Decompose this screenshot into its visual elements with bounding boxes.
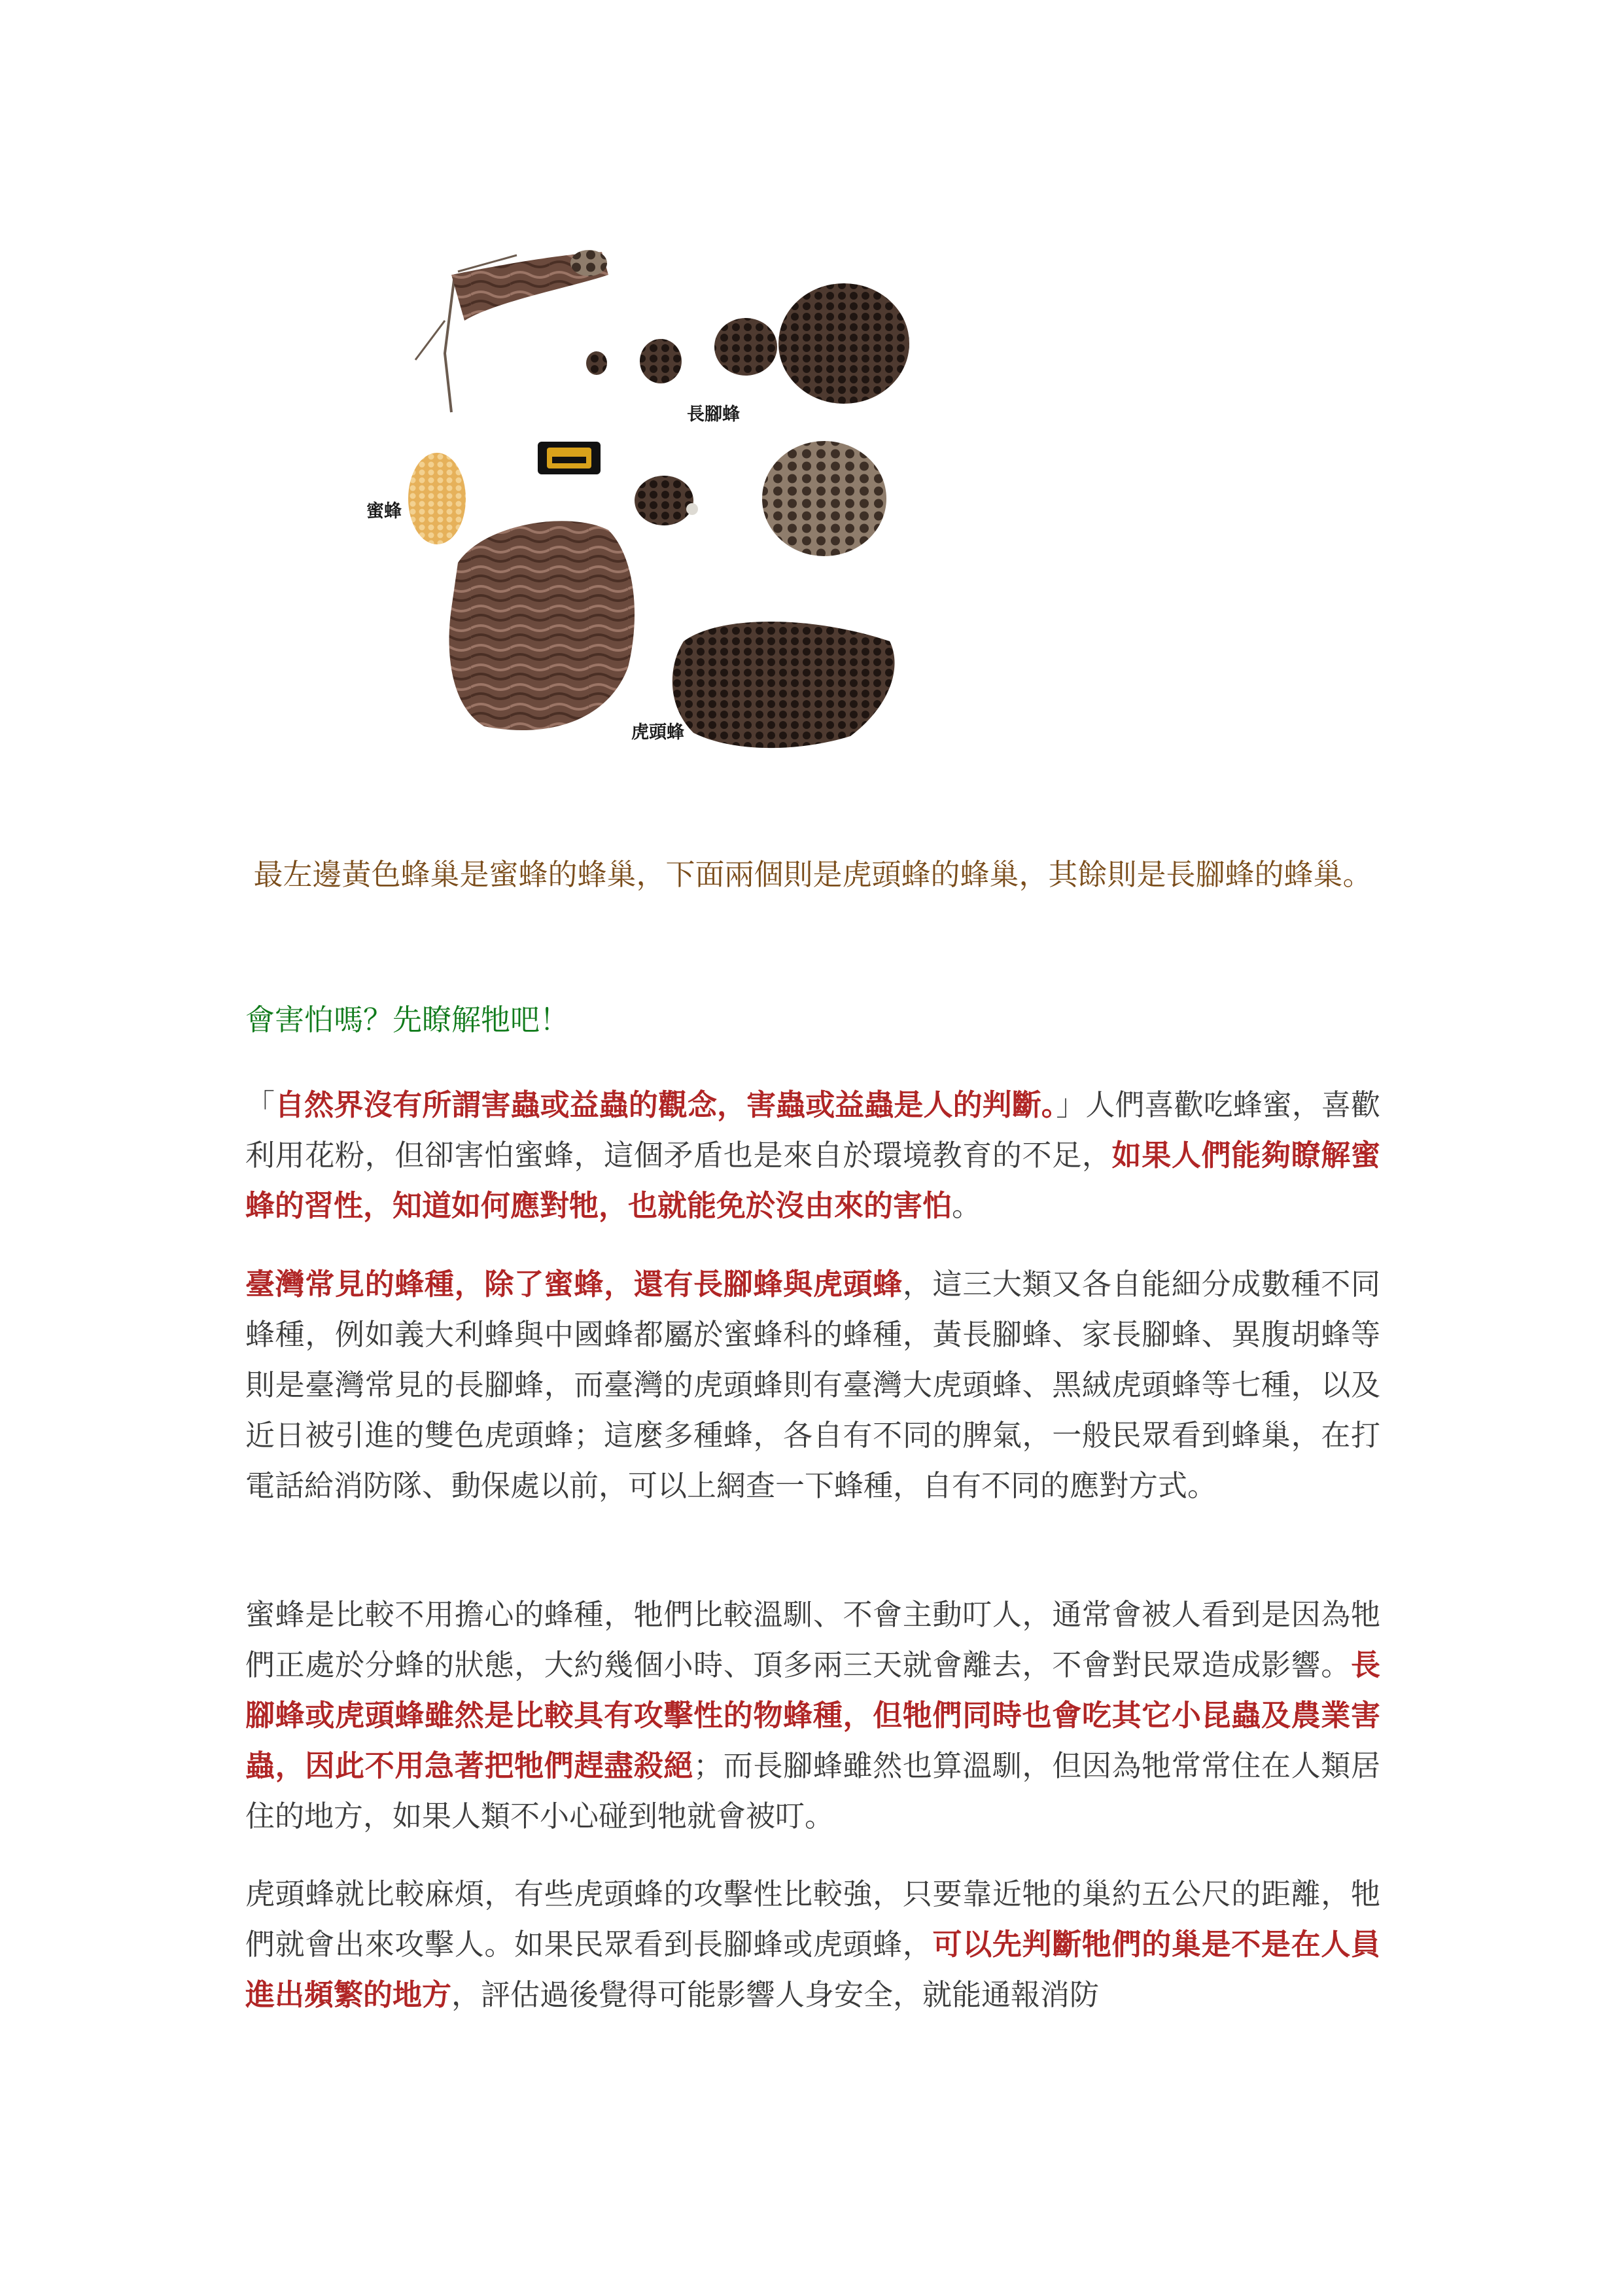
mid-nest-round: [762, 441, 886, 556]
paragraph-2: [245, 1259, 1380, 1511]
paragraph-4-text-2: ，評估過後覺得可能影響人身安全，就能通報消防: [451, 1977, 1100, 2012]
label-long-legged-wasp: 長腳蜂: [687, 404, 740, 425]
paragraph-3-text-1: 蜜蜂是比較不用擔心的蜂種，牠們比較溫馴、不會主動叮人，通常會被人看到是因為牠們正處於分蜂的狀態，大約幾個小時、頂多兩三天就會離去，不會對民眾造成影響。: [245, 1597, 1380, 1682]
paragraph-1-highlight-2: 如果人們能夠瞭解蜜蜂的習性，知道如何應對牠，也就能免於沒由來的害怕: [245, 1138, 1380, 1223]
hornet-paper-nest: [449, 521, 635, 730]
paragraph-1-text-2: 」人們喜歡吃蜂蜜，喜歡利用花粉，但卻害怕蜜蜂，這個矛盾也是來自於環境教育的不足，: [245, 1087, 1380, 1173]
paragraph-3: [245, 1589, 1380, 1841]
nest-photo: [353, 249, 994, 766]
small-nest-1: [586, 351, 607, 375]
paragraph-3-highlight-1: 長腳蜂或虎頭蜂雖然是比較具有攻擊性的物蜂種，但牠們同時也會吃其它小昆蟲及農業害蟲，因此不用急著把牠們趕盡殺絕: [245, 1648, 1380, 1783]
large-round-nest: [778, 283, 909, 404]
small-nest-3: [714, 318, 777, 376]
paragraph-4-highlight-1: 可以先判斷牠們的巢是不是在人員進出頻繁的地方: [245, 1927, 1380, 2012]
figure-caption: 最左邊黃色蜂巢是蜜蜂的蜂巢，下面兩個則是虎頭蜂的蜂巢，其餘則是長腳蜂的蜂巢。: [253, 857, 1372, 892]
nest-illustration: [353, 249, 994, 766]
twig-nest: [415, 250, 608, 412]
mid-nest-small: [635, 476, 693, 525]
paragraph-1-highlight-1: 自然界沒有所謂害蟲或益蟲的觀念，害蟲或益蟲是人的判斷。: [275, 1087, 1056, 1122]
paragraph-1-text-3: 。: [952, 1188, 982, 1223]
section-heading: 會害怕嗎？先瞭解牠吧！: [245, 1002, 570, 1037]
paragraph-2-text-1: ，這三大類又各自能細分成數種不同蜂種，例如義大利蜂與中國蜂都屬於蜜蜂科的蜂種，黃長腳蜂、家長腳蜂、異腹胡蜂等則是臺灣常見的長腳蜂，而臺灣的虎頭蜂則有臺灣大虎頭蜂、黑絨虎頭蜂等七種，以及近日被引進的雙色虎頭蜂；這麼多種蜂，各自有不同的脾氣，一般民眾看到蜂巢，在打電話給消防隊、動保處以前，可以上網查一下蜂種，自有不同的應對方式。: [245, 1267, 1380, 1503]
honeybee-comb: [408, 453, 466, 544]
paragraph-4-text-1: 虎頭蜂就比較麻煩，有些虎頭蜂的攻擊性比較強，只要靠近牠的巢約五公尺的距離，牠們就會出來攻擊人。如果民眾看到長腳蜂或虎頭蜂，: [245, 1877, 1380, 1962]
paragraph-3-text-2: ；而長腳蜂雖然也算溫馴，但因為牠常常住在人類居住的地方，如果人類不小心碰到牠就會被叮。: [245, 1748, 1380, 1833]
paragraph-2-highlight-1: 臺灣常見的蜂種，除了蜜蜂，還有長腳蜂與虎頭蜂: [245, 1267, 903, 1301]
small-nest-2: [640, 339, 682, 383]
urban-beekeeping-logo: [538, 442, 601, 474]
label-hornet: 虎頭蜂: [631, 722, 684, 743]
label-honeybee: 蜜蜂: [366, 501, 402, 521]
hornet-comb: [672, 622, 895, 748]
paragraph-1: [245, 1080, 1380, 1231]
paragraph-4: [245, 1869, 1380, 2020]
paragraph-1-text-1: 「: [245, 1087, 275, 1122]
